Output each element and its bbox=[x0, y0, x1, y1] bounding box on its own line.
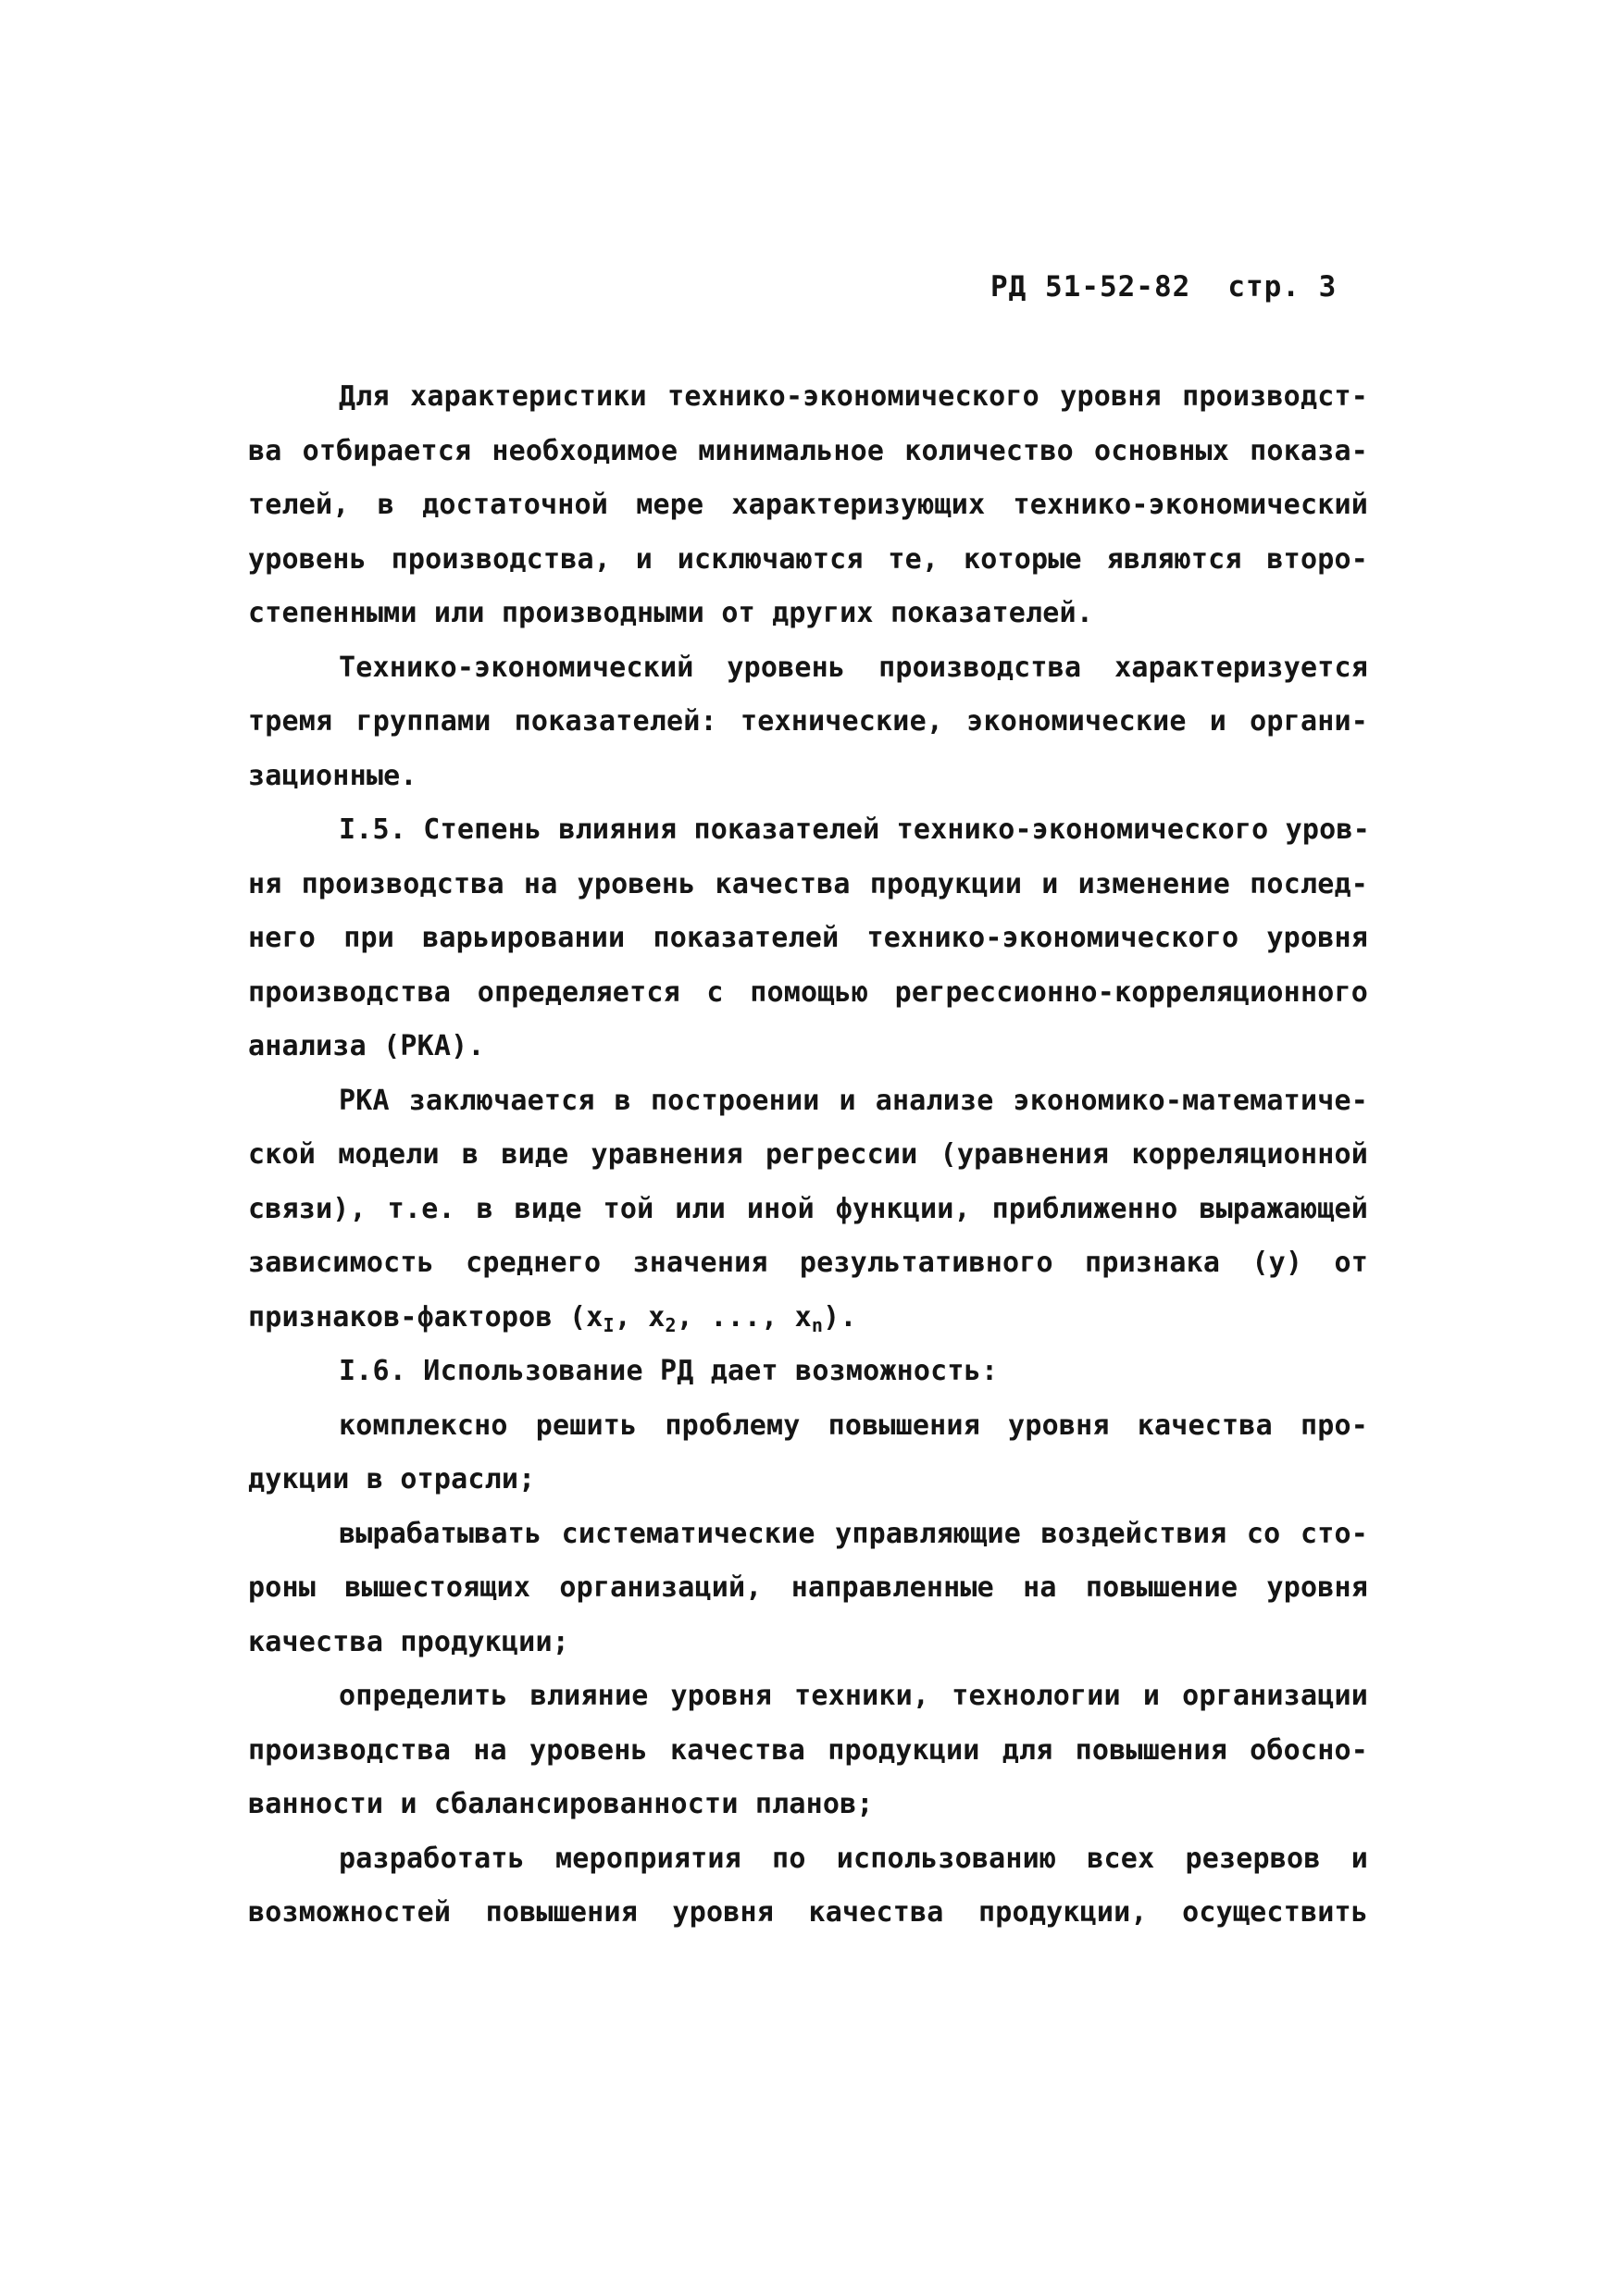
document-body bbox=[248, 370, 1368, 1941]
text-line: разработать мероприятия по использованию всех резервов и bbox=[339, 1842, 1368, 1875]
text-line: качества продукции; bbox=[248, 1625, 569, 1658]
text-line: комплексно решить проблему повышения уровня качества про- bbox=[339, 1409, 1368, 1442]
text-line: вырабатывать систематические управляющие воздействия со сто- bbox=[339, 1517, 1368, 1550]
text-line: зависимость среднего значения результативного признака (y) от bbox=[248, 1247, 1368, 1279]
text-line: роны вышестоящих организаций, направленные на повышение уровня bbox=[248, 1571, 1368, 1604]
text-line: уровень производства, и исключаются те, которые являются второ- bbox=[248, 542, 1368, 576]
text-line: ванности и сбалансированности планов; bbox=[248, 1788, 874, 1820]
text-line: ва отбирается необходимое минимальное количество основных показа- bbox=[248, 434, 1368, 467]
text-line: тремя группами показателей: технические, экономические и органи- bbox=[248, 705, 1368, 738]
text-line: возможностей повышения уровня качества продукции, осуществить bbox=[248, 1896, 1368, 1929]
subscript: I bbox=[603, 1313, 615, 1336]
text-line: степенными или производными от других показателей. bbox=[248, 597, 1094, 629]
text-line: ня производства на уровень качества продукции и изменение послед- bbox=[248, 867, 1368, 900]
text-line: I.6. Использование РД дает возможность: bbox=[339, 1355, 999, 1387]
factor-suffix: ). bbox=[823, 1300, 857, 1334]
text-line: производства определяется с помощью регрессионно-корреляционного bbox=[248, 975, 1368, 1009]
page-header bbox=[990, 270, 1342, 304]
factor-line bbox=[248, 1291, 1368, 1346]
text-line: зационные. bbox=[248, 759, 417, 792]
text-line: анализа (РКА). bbox=[248, 1030, 485, 1062]
text-line: Технико-экономический уровень производства характеризуется bbox=[339, 651, 1368, 684]
factor-separator: , x bbox=[614, 1300, 666, 1334]
text-line: ской модели в виде уравнения регрессии (уравнения корреляционной bbox=[248, 1138, 1368, 1171]
text-line: производства на уровень качества продукции для повышения обосно- bbox=[248, 1733, 1368, 1767]
subscript: n bbox=[811, 1313, 824, 1336]
text-line: РКА заключается в построении и анализе экономико-математиче- bbox=[339, 1084, 1368, 1117]
page-number: стр. 3 bbox=[1227, 270, 1338, 304]
factor-separator: , ..., x bbox=[676, 1300, 812, 1334]
text-line: определить влияние уровня техники, технологии и организации bbox=[339, 1680, 1368, 1712]
text-line: I.5. Степень влияния показателей технико-экономического уров- bbox=[339, 813, 1370, 846]
document-code: РД 51-52-82 bbox=[990, 270, 1191, 304]
text-line: связи), т.е. в виде той или иной функции, приближенно выражающей bbox=[248, 1192, 1368, 1225]
text-line: дукции в отрасли; bbox=[248, 1463, 536, 1496]
factor-prefix: признаков-факторов (x bbox=[248, 1300, 604, 1334]
subscript: 2 bbox=[665, 1313, 677, 1336]
text-line: Для характеристики технико-экономического уровня производст- bbox=[339, 380, 1368, 413]
text-line: него при варьировании показателей технико-экономического уровня bbox=[248, 922, 1368, 954]
text-line: телей, в достаточной мере характеризующих технико-экономический bbox=[248, 489, 1368, 521]
